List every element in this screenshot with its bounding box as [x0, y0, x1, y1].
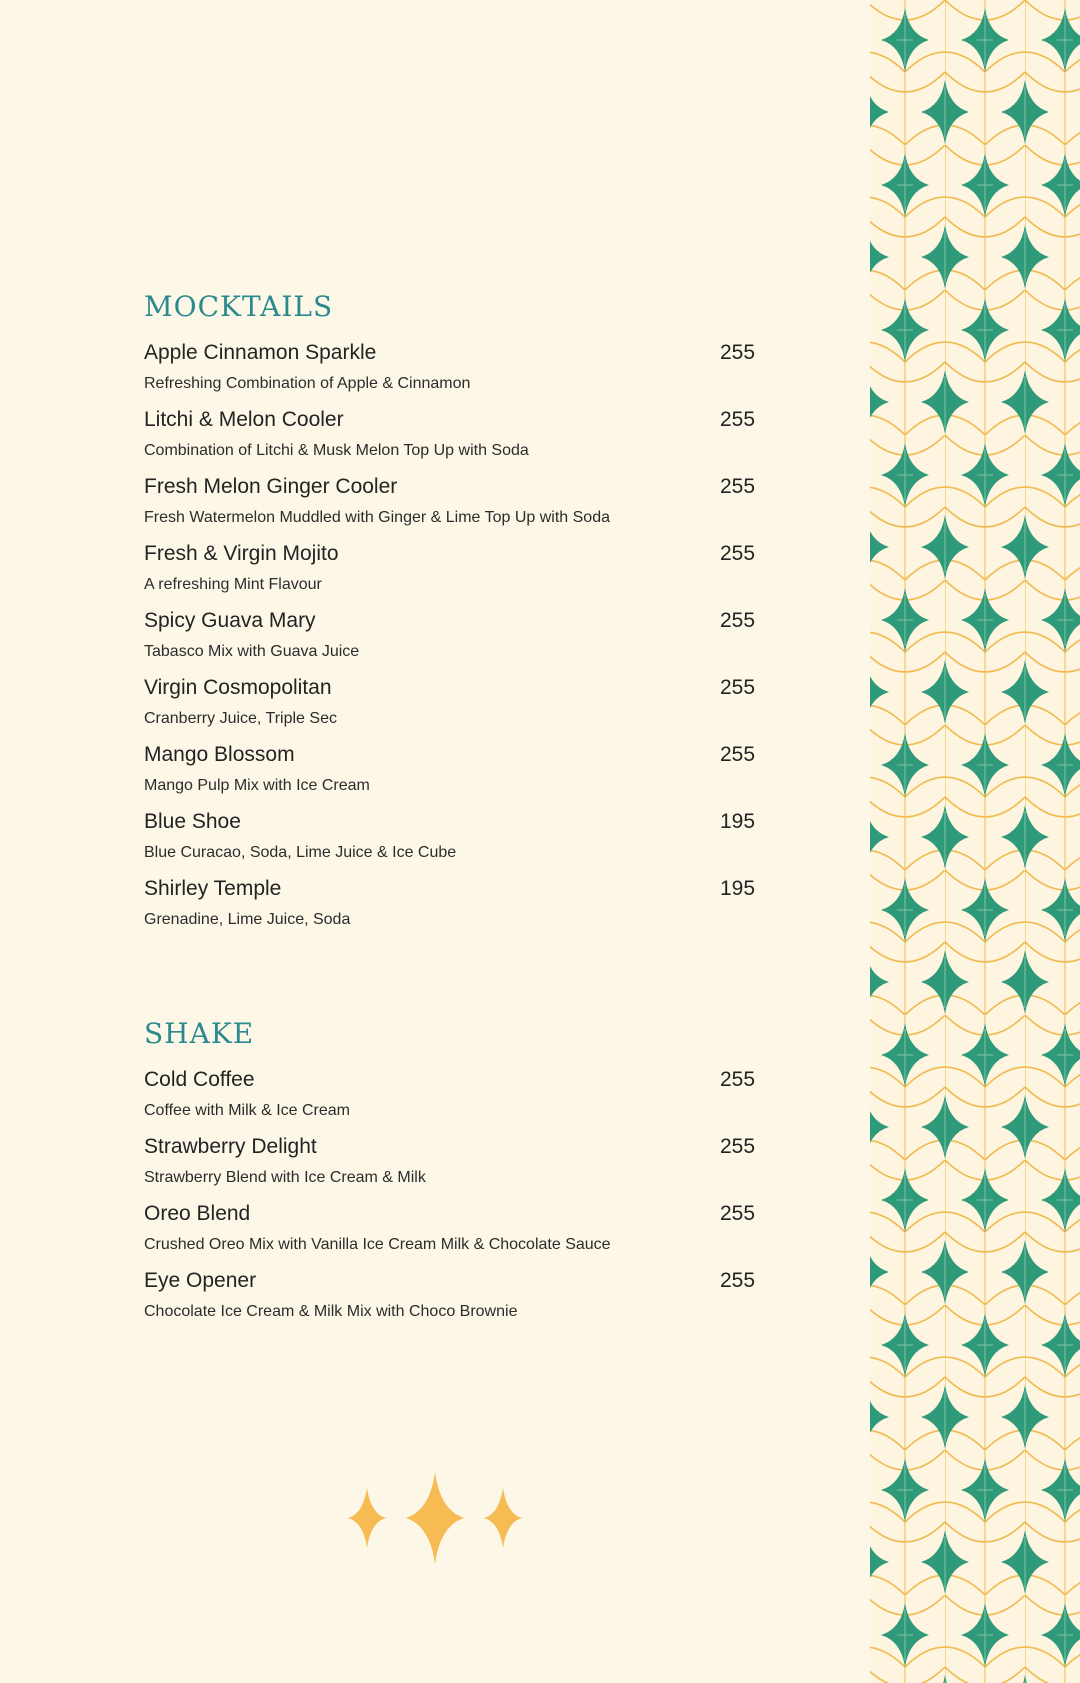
item-price: 255 — [720, 341, 756, 364]
item-name: Shirley Temple — [144, 877, 282, 900]
item-price: 195 — [720, 810, 756, 833]
item-name: Litchi & Melon Cooler — [144, 408, 344, 431]
item-price: 255 — [720, 1269, 756, 1292]
item-name: Cold Coffee — [144, 1068, 255, 1091]
item-name: Fresh & Virgin Mojito — [144, 542, 339, 565]
item-price: 255 — [720, 408, 756, 431]
item-description: Fresh Watermelon Muddled with Ginger & Lime Top Up with Soda — [144, 509, 610, 526]
item-price: 255 — [720, 743, 756, 766]
art-deco-pattern — [870, 0, 1080, 1683]
menu-item — [144, 1068, 756, 1135]
shake-section — [144, 1017, 756, 1336]
item-description: Blue Curacao, Soda, Lime Juice & Ice Cube — [144, 844, 457, 861]
menu-item — [144, 1269, 756, 1336]
item-name: Spicy Guava Mary — [144, 609, 316, 632]
menu-item — [144, 1135, 756, 1202]
item-description: A refreshing Mint Flavour — [144, 576, 322, 593]
menu-item — [144, 341, 756, 408]
item-description: Mango Pulp Mix with Ice Cream — [144, 777, 370, 794]
menu-item — [144, 609, 756, 676]
item-description: Grenadine, Lime Juice, Soda — [144, 911, 351, 928]
item-name: Oreo Blend — [144, 1202, 251, 1225]
item-description: Combination of Litchi & Musk Melon Top Up with Soda — [144, 442, 529, 459]
item-price: 255 — [720, 1068, 756, 1091]
item-price: 255 — [720, 1135, 756, 1158]
menu-item — [144, 877, 756, 944]
item-name: Blue Shoe — [144, 810, 241, 833]
item-price: 255 — [720, 609, 756, 632]
item-description: Crushed Oreo Mix with Vanilla Ice Cream Milk & Chocolate Sauce — [144, 1236, 611, 1253]
item-description: Strawberry Blend with Ice Cream & Milk — [144, 1169, 426, 1186]
menu-item — [144, 676, 756, 743]
mocktails-section — [144, 290, 756, 944]
item-description: Cranberry Juice, Triple Sec — [144, 710, 337, 727]
item-price: 255 — [720, 542, 756, 565]
item-name: Virgin Cosmopolitan — [144, 676, 332, 699]
item-name: Eye Opener — [144, 1269, 257, 1292]
section-title-mocktails: MOCKTAILS — [144, 290, 334, 323]
item-name: Fresh Melon Ginger Cooler — [144, 475, 398, 498]
menu-item — [144, 408, 756, 475]
section-title-shake: SHAKE — [144, 1017, 255, 1050]
item-price: 255 — [720, 676, 756, 699]
sparkle-stars-icon — [340, 1470, 530, 1570]
item-description: Tabasco Mix with Guava Juice — [144, 643, 360, 660]
menu-item — [144, 1202, 756, 1269]
item-price: 255 — [720, 1202, 756, 1225]
item-description: Coffee with Milk & Ice Cream — [144, 1102, 350, 1119]
item-price: 195 — [720, 877, 756, 900]
item-name: Mango Blossom — [144, 743, 295, 766]
menu-item — [144, 475, 756, 542]
item-description: Refreshing Combination of Apple & Cinnamon — [144, 375, 471, 392]
item-price: 255 — [720, 475, 756, 498]
menu-item — [144, 542, 756, 609]
item-name: Strawberry Delight — [144, 1135, 317, 1158]
menu-item — [144, 810, 756, 877]
item-description: Chocolate Ice Cream & Milk Mix with Choco Brownie — [144, 1303, 518, 1320]
art-deco-pattern-graphic — [870, 0, 1080, 1683]
menu-item — [144, 743, 756, 810]
item-name: Apple Cinnamon Sparkle — [144, 341, 377, 364]
